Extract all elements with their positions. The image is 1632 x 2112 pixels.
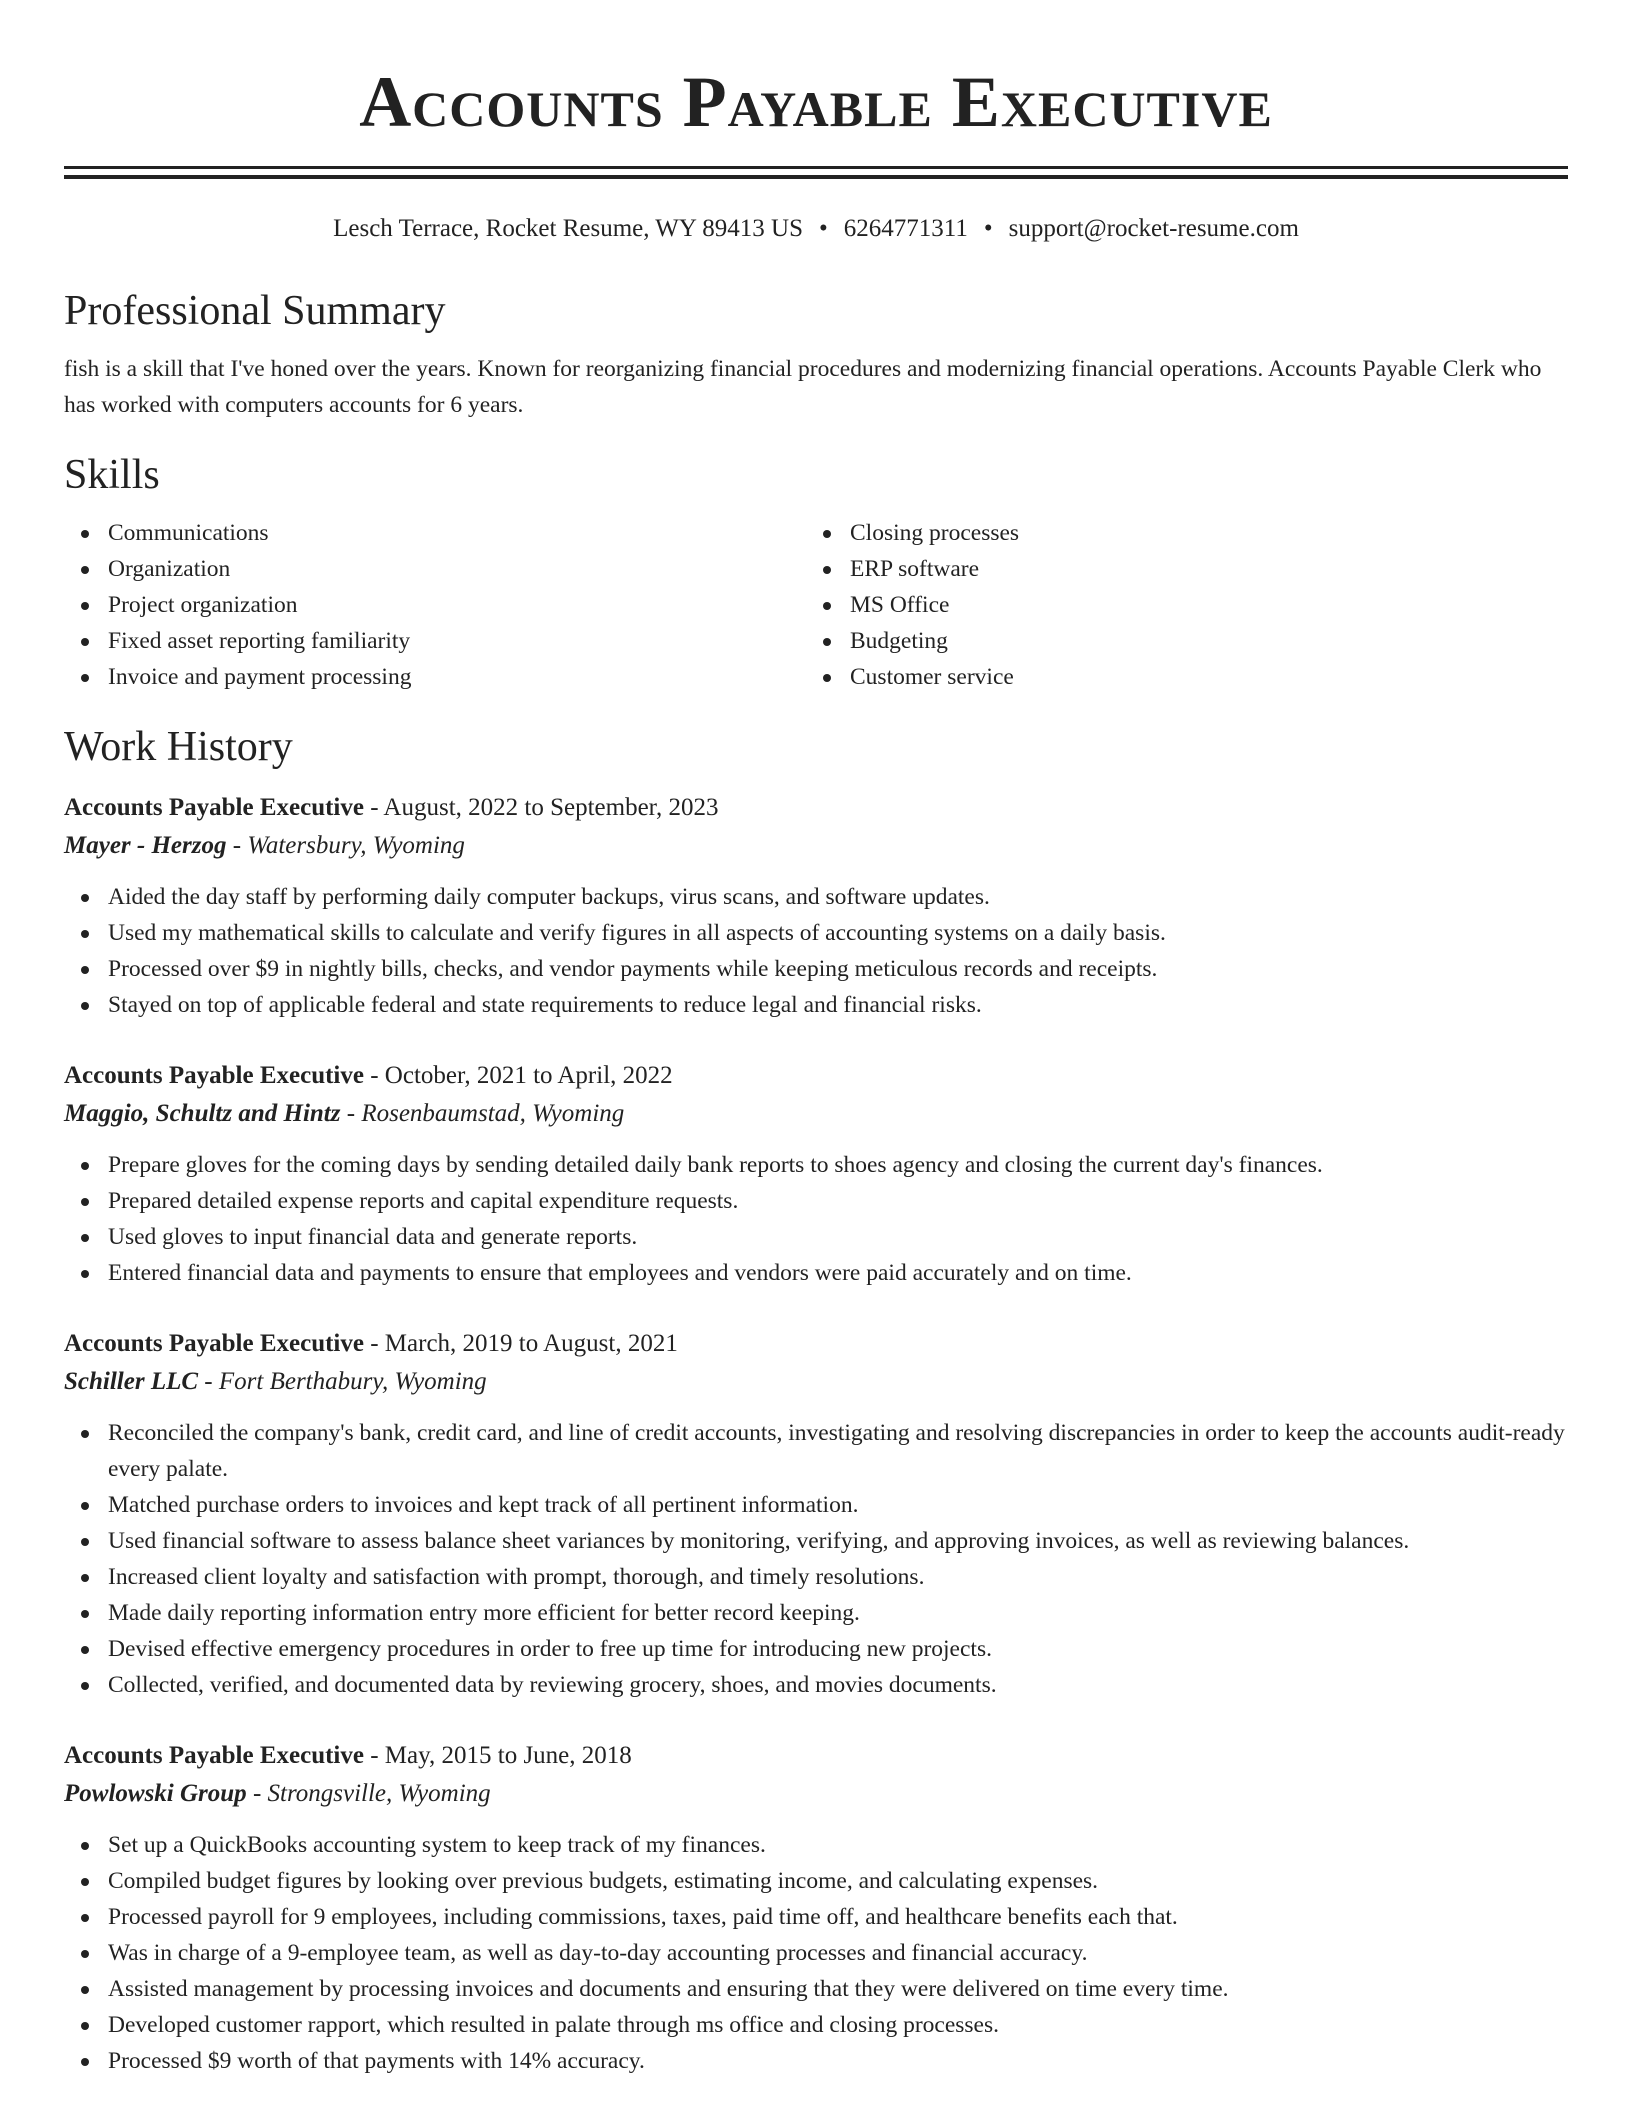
job-title: Accounts Payable Executive: [64, 1742, 364, 1769]
skill-item: Fixed asset reporting familiarity: [108, 623, 806, 659]
job-dates: March, 2019 to August, 2021: [384, 1330, 678, 1357]
job-entry: [64, 1057, 1568, 1291]
skill-item: Organization: [108, 551, 806, 587]
job-company-line: Schiller LLC - Fort Berthabury, Wyoming: [64, 1368, 487, 1395]
job-duties: [64, 1827, 1568, 2079]
job-location: Watersbury, Wyoming: [247, 832, 465, 859]
job-duty-item: Developed customer rapport, which resulted in palate through ms office and closing processes.: [108, 2007, 1568, 2043]
job-location: Strongsville, Wyoming: [267, 1780, 491, 1807]
job-duty-item: Used my mathematical skills to calculate and verify figures in all aspects of accounting systems on a daily basis.: [108, 915, 1568, 951]
job-entry: [64, 1325, 1568, 1703]
job-company: Powlowski Group: [64, 1780, 247, 1807]
job-dates: May, 2015 to June, 2018: [384, 1742, 632, 1769]
skill-item: MS Office: [850, 587, 1548, 623]
summary-heading: Professional Summary: [64, 288, 446, 334]
job-duty-item: Reconciled the company's bank, credit card, and line of credit accounts, investigating and resolving discrepancies in order to keep the accounts audit-ready every palate.: [108, 1415, 1568, 1487]
job-title: Accounts Payable Executive: [64, 1330, 364, 1357]
job-duty-item: Used gloves to input financial data and generate reports.: [108, 1219, 1568, 1255]
job-title-line: Accounts Payable Executive - October, 2021 to April, 2022: [64, 1062, 673, 1089]
job-title-line: Accounts Payable Executive - March, 2019 to August, 2021: [64, 1330, 678, 1357]
job-duty-item: Matched purchase orders to invoices and kept track of all pertinent information.: [108, 1487, 1568, 1523]
job-duty-item: Set up a QuickBooks accounting system to keep track of my finances.: [108, 1827, 1568, 1863]
job-duty-item: Prepare gloves for the coming days by sending detailed daily bank reports to shoes agency and closing the current day's finances.: [108, 1147, 1568, 1183]
job-title-line: Accounts Payable Executive - May, 2015 to June, 2018: [64, 1742, 632, 1769]
job-duty-item: Assisted management by processing invoices and documents and ensuring that they were delivered on time every time.: [108, 1971, 1568, 2007]
job-company-line: Mayer - Herzog - Watersbury, Wyoming: [64, 832, 465, 859]
job-duty-item: Increased client loyalty and satisfaction with prompt, thorough, and timely resolutions.: [108, 1559, 1568, 1595]
contact-phone: 6264771311: [843, 215, 968, 242]
work-history-list: [64, 789, 1568, 2079]
job-duties: [64, 1415, 1568, 1703]
job-duty-item: Processed payroll for 9 employees, including commissions, taxes, paid time off, and healthcare benefits each that.: [108, 1899, 1568, 1935]
job-title: Accounts Payable Executive: [64, 1062, 364, 1089]
skill-item: Budgeting: [850, 623, 1548, 659]
skill-item: ERP software: [850, 551, 1548, 587]
job-location: Rosenbaumstad, Wyoming: [361, 1100, 625, 1127]
job-company: Schiller LLC: [64, 1368, 199, 1395]
job-dates: August, 2022 to September, 2023: [383, 794, 719, 821]
skill-item: Invoice and payment processing: [108, 659, 806, 695]
job-company-line: Maggio, Schultz and Hintz - Rosenbaumstad, Wyoming: [64, 1100, 625, 1127]
contact-email[interactable]: support@rocket-resume.com: [1008, 215, 1299, 242]
skill-item: Closing processes: [850, 515, 1548, 551]
job-company: Maggio, Schultz and Hintz: [64, 1100, 341, 1127]
job-duty-item: Was in charge of a 9-employee team, as well as day-to-day accounting processes and financial accuracy.: [108, 1935, 1568, 1971]
job-duty-item: Entered financial data and payments to ensure that employees and vendors were paid accurately and on time.: [108, 1255, 1568, 1291]
resume-page: [64, 0, 1568, 2079]
job-duty-item: Prepared detailed expense reports and capital expenditure requests.: [108, 1183, 1568, 1219]
job-duty-item: Collected, verified, and documented data by reviewing grocery, shoes, and movies documents.: [108, 1667, 1568, 1703]
job-duties: [64, 879, 1568, 1023]
job-title: Accounts Payable Executive: [64, 794, 364, 821]
job-location: Fort Berthabury, Wyoming: [218, 1368, 487, 1395]
job-duty-item: Stayed on top of applicable federal and state requirements to reduce legal and financial risks.: [108, 987, 1568, 1023]
contact-separator: •: [818, 215, 828, 242]
job-company-line: Powlowski Group - Strongsville, Wyoming: [64, 1780, 491, 1807]
job-duty-item: Processed over $9 in nightly bills, checks, and vendor payments while keeping meticulous records and receipts.: [108, 951, 1568, 987]
skill-item: Project organization: [108, 587, 806, 623]
summary-text: fish is a skill that I've honed over the years. Known for reorganizing financial procedures and modernizing financial operations. Accounts Payable Clerk who has worked with computers accounts for 6 years.: [64, 356, 1542, 418]
skill-item: Communications: [108, 515, 806, 551]
job-duty-item: Processed $9 worth of that payments with 14% accuracy.: [108, 2043, 1568, 2079]
resume-title: Accounts Payable Executive: [359, 62, 1273, 142]
job-title-line: Accounts Payable Executive - August, 2022 to September, 2023: [64, 794, 719, 821]
skill-item: Customer service: [850, 659, 1548, 695]
work-history-heading: Work History: [64, 724, 293, 770]
contact-address: Lesch Terrace, Rocket Resume, WY 89413 US: [333, 215, 803, 242]
job-dates: October, 2021 to April, 2022: [384, 1062, 673, 1089]
job-duty-item: Made daily reporting information entry more efficient for better record keeping.: [108, 1595, 1568, 1631]
job-duty-item: Devised effective emergency procedures in order to free up time for introducing new projects.: [108, 1631, 1568, 1667]
skills-list: [64, 515, 1568, 695]
skills-column-left: [64, 515, 806, 695]
job-entry: [64, 1737, 1568, 2079]
job-duty-item: Aided the day staff by performing daily computer backups, virus scans, and software updates.: [108, 879, 1568, 915]
contact-line: [64, 213, 1568, 245]
job-duty-item: Used financial software to assess balance sheet variances by monitoring, verifying, and approving invoices, as well as reviewing balances.: [108, 1523, 1568, 1559]
job-entry: [64, 789, 1568, 1023]
job-duty-item: Compiled budget figures by looking over previous budgets, estimating income, and calculating expenses.: [108, 1863, 1568, 1899]
title-rule-top: [64, 166, 1568, 169]
contact-separator: •: [983, 215, 993, 242]
skills-heading: Skills: [64, 452, 160, 498]
title-rule-bottom: [64, 175, 1568, 179]
skills-column-right: [806, 515, 1548, 695]
job-duties: [64, 1147, 1568, 1291]
job-company: Mayer - Herzog: [64, 832, 227, 859]
